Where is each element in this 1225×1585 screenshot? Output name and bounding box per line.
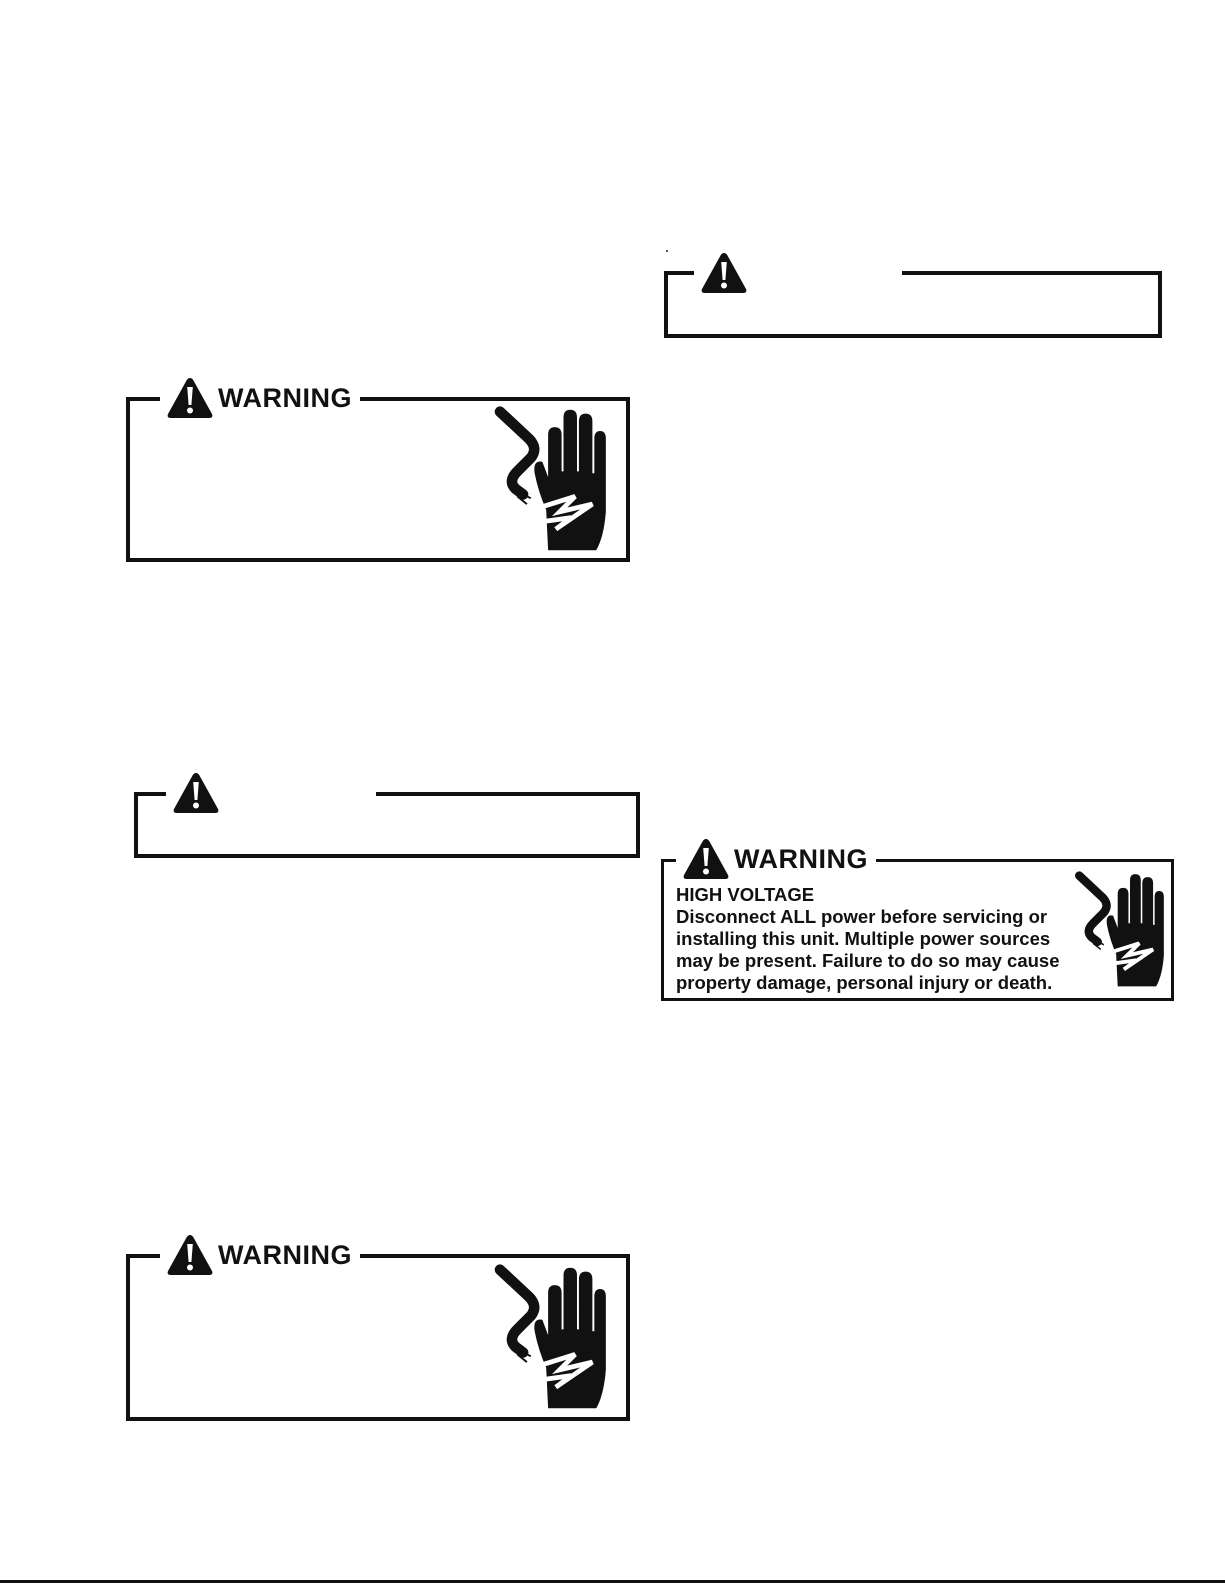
page-bottom-rule bbox=[0, 1580, 1225, 1583]
electric-shock-hand-icon bbox=[486, 1262, 616, 1416]
caution-header-2 bbox=[694, 250, 902, 296]
warning-header-3 bbox=[676, 838, 876, 880]
warning-text-line: Disconnect ALL power before servicing or bbox=[676, 906, 1048, 927]
warning-header-2 bbox=[160, 1234, 360, 1276]
caution-triangle-icon bbox=[166, 376, 214, 420]
warning-label: WARNING bbox=[734, 843, 868, 874]
warning-text-line: may be present. Failure to do so may cause bbox=[676, 950, 1060, 971]
warning-text-line: property damage, personal injury or death. bbox=[676, 972, 1053, 993]
electric-shock-hand-icon bbox=[1070, 865, 1170, 997]
scan-speck bbox=[666, 250, 668, 252]
warning-label: WARNING bbox=[218, 1239, 352, 1270]
high-voltage-heading: HIGH VOLTAGE bbox=[676, 884, 815, 905]
warning-label: WARNING bbox=[218, 382, 352, 413]
high-voltage-message bbox=[676, 884, 1060, 994]
warning-header-1 bbox=[160, 377, 360, 419]
electric-shock-hand-icon bbox=[486, 404, 616, 558]
caution-triangle-icon bbox=[700, 251, 748, 295]
warning-text-line: installing this unit. Multiple power sources bbox=[676, 928, 1051, 949]
caution-triangle-icon bbox=[166, 1233, 214, 1277]
caution-triangle-icon bbox=[682, 837, 730, 881]
caution-triangle-icon bbox=[172, 771, 220, 815]
caution-header-1 bbox=[166, 770, 376, 816]
